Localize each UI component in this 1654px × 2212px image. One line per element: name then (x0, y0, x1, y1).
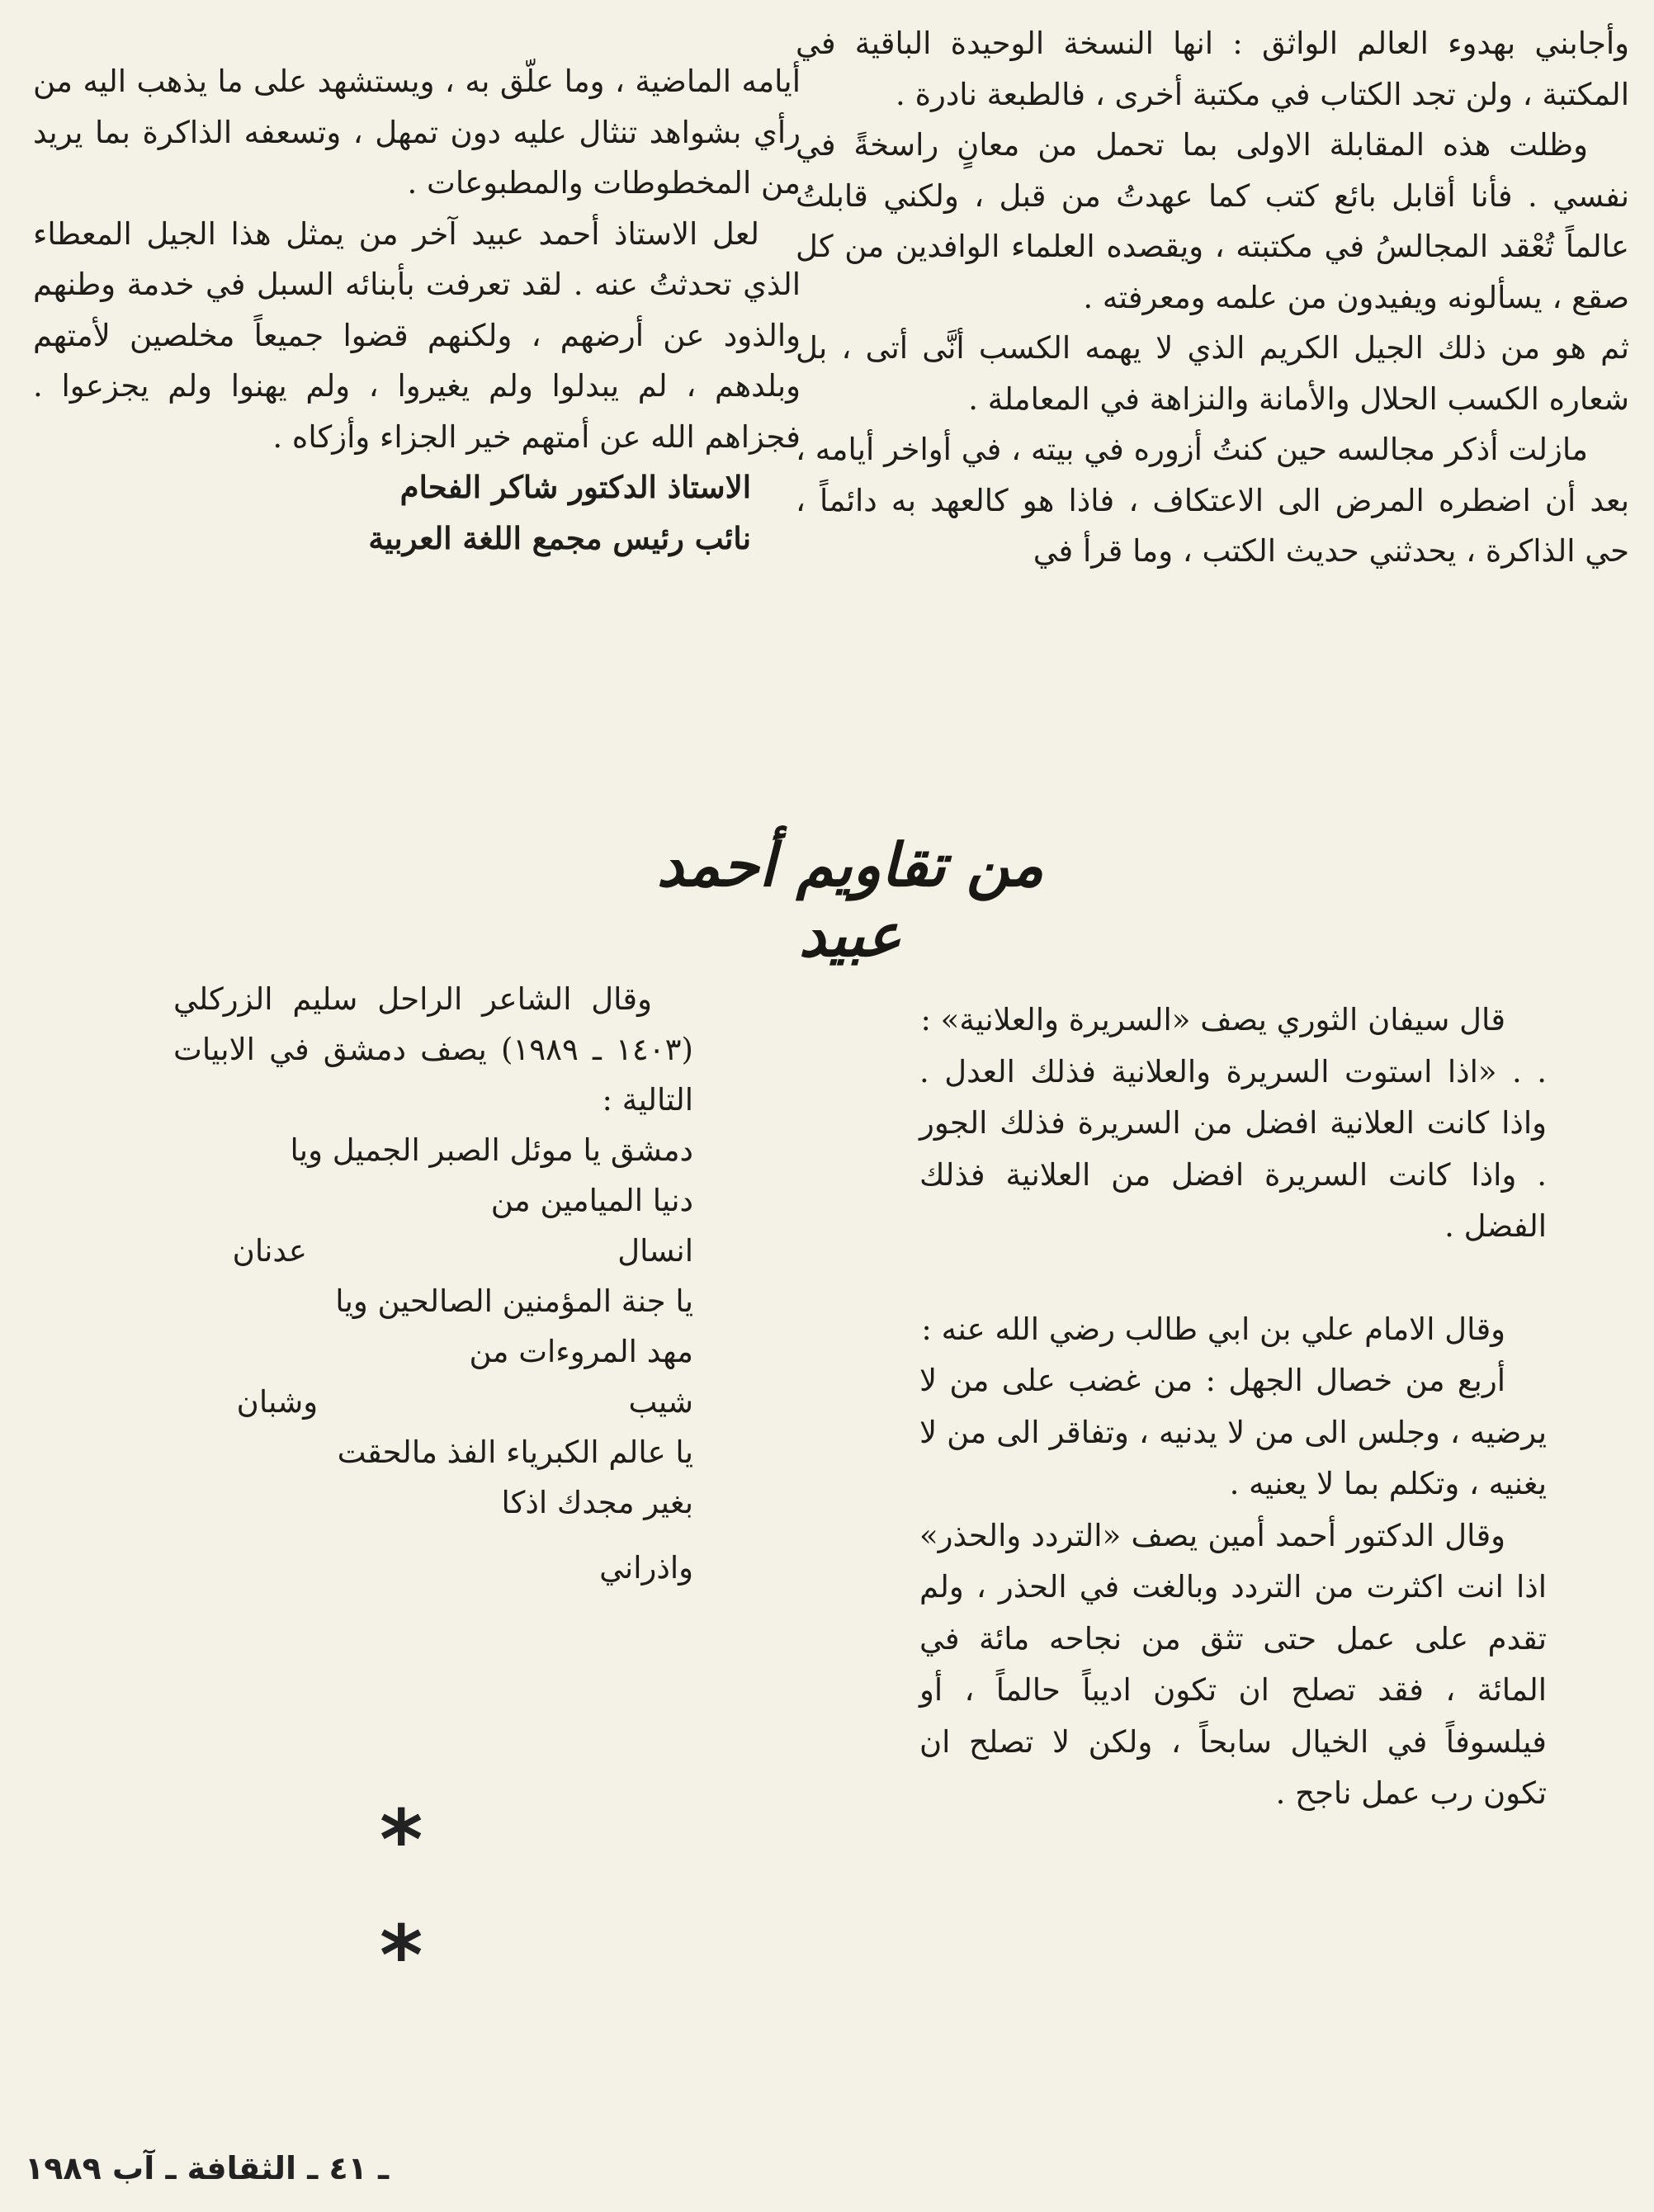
poem-intro: وقال الشاعر الراحل سليم الزركلي (١٤٠٣ ـ ١٩٨٩) يصف دمشق في الابيات التالية : (173, 981, 693, 1118)
paragraph: لعل الاستاذ أحمد عبيد آخر من يمثل هذا الجيل المعطاء الذي تحدثتُ عنه . لقد تعرفت بأبنائه السبل في خدمة وطنهم والذود عن أرضهم ، ولكنهم قضوا جميعاً مخلصين لأمتهم وبلدهم ، لم يبدلوا ولم يغيروا ، ولم يهنوا ولم يجزعوا . فجزاهم الله عن أمتهم خير الجزاء وأزكاه . (33, 215, 801, 455)
paragraph: وأجابني بهدوء العالم الواثق : انها النسخة الوحيدة الباقية في المكتبة ، ولن تجد الكتاب في مكتبة أخرى ، فالطبعة نادرة . (796, 26, 1629, 112)
paragraph: أيامه الماضية ، وما علّق به ، ويستشهد على ما يذهب اليه من رأي بشواهد تنثال عليه دون تمهل ، وتسعفه الذاكرة بما يريد من المخطوطات والمطبوعات . (33, 64, 801, 201)
poem-verse: دمشق يا موئل الصبر الجميل ويا (290, 1132, 693, 1168)
page-footer: ـ ٤١ ـ الثقافة ـ آب ١٩٨٩ (25, 2150, 390, 2186)
asterisk-ornament: * (380, 1907, 423, 2004)
poem-verse: يا جنة المؤمنين الصالحين ويا (335, 1283, 693, 1319)
poem-verse: واذراني (599, 1550, 693, 1586)
asterisk-ornament: * (380, 1792, 423, 1888)
paragraph: . . «اذا استوت السريرة والعلانية فذلك العدل . واذا كانت العلانية افضل من السريرة فذلك الجور . واذا كانت السريرة افضل من العلانية فذلك الفضل . (919, 1053, 1547, 1244)
paragraph: مازلت أذكر مجالسه حين كنتُ أزوره في بيته ، في أواخر أيامه ، بعد أن اضطره المرض الى الاعتكاف ، فاذا هو كالعهد به دائماً ، حي الذاكرة ، يحدثني حديث الكتب ، وما قرأ في (796, 432, 1629, 569)
bottom-left-column (173, 974, 693, 1593)
paragraph: ثم هو من ذلك الجيل الكريم الذي لا يهمه الكسب أنَّى أتى ، بل شعاره الكسب الحلال والأمانة والنزاهة في المعاملة . (796, 330, 1629, 417)
paragraph: وظلت هذه المقابلة الاولى بما تحمل من معانٍ راسخةً في نفسي . فأنا أقابل بائع كتب كما عهدتُ من قبل ، ولكني قابلتُ عالماً تُعْقد المجالسُ في مكتبته ، ويقصده العلماء الوافدين من كل صقع ، يسألونه ويفيدون من علمه ومعرفته . (796, 127, 1629, 315)
poem-verse: انسال عدنان (232, 1233, 693, 1269)
paragraph: وقال الدكتور أحمد أمين يصف «التردد والحذر» اذا انت اكثرت من التردد وبالغت في الحذر ، ولم تقدم على عمل حتى تثق من نجاحه مائة في المائة ، فقد تصلح ان تكون اديباً حالماً ، أو فيلسوفاً في الخيال سابحاً ، ولكن لا تصلح ان تكون رب عمل ناجح . (919, 1517, 1547, 1811)
spacer (919, 1253, 1547, 1304)
paragraph: قال سيفان الثوري يصف «السريرة والعلانية» : (920, 1002, 1505, 1037)
poem-verse: مهد المروءات من (469, 1334, 693, 1369)
poem-verse: يا عالم الكبرياء الفذ مالحقت (337, 1434, 693, 1470)
paragraph: أربع من خصال الجهل : من غضب على من لا يرضيه ، وجلس الى من لا يدنيه ، وتفاقر الى من لا يغنيه ، وتكلم بما لا يعنيه . (919, 1363, 1547, 1501)
bottom-right-column (919, 995, 1547, 1820)
signature-name: الاستاذ الدكتور شاكر الفحام (399, 469, 751, 505)
top-right-column (796, 18, 1629, 577)
poem-verse: شيب وشبان (236, 1384, 693, 1420)
top-left-column (33, 56, 801, 564)
section-heading: من تقاويم أحمد عبيد (656, 830, 1044, 970)
poem-verse: دنيا الميامين من (490, 1183, 693, 1218)
signature-title: نائب رئيس مجمع اللغة العربية (368, 519, 751, 556)
paragraph: وقال الامام علي بن ابي طالب رضي الله عنه : (921, 1311, 1505, 1347)
poem-verse: بغير مجدك اذكا (501, 1485, 693, 1520)
